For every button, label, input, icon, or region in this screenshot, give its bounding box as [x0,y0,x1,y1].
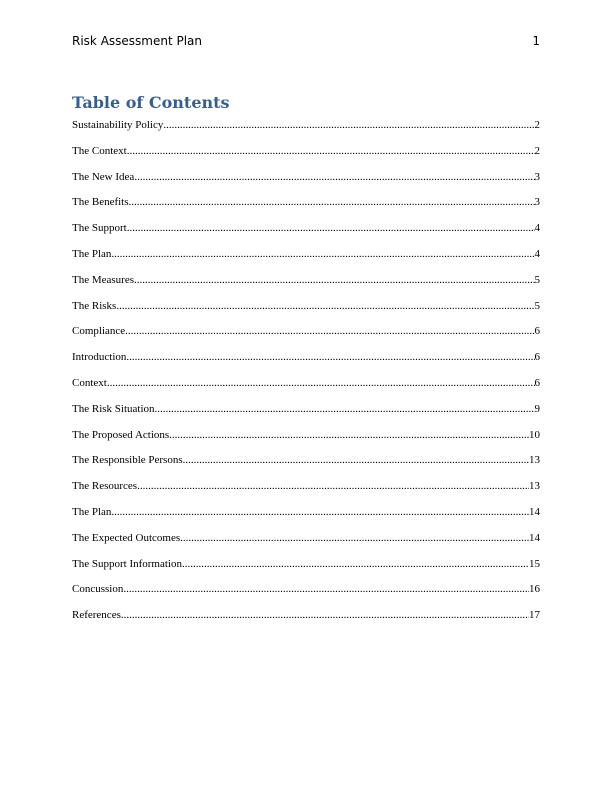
toc-entry[interactable] [72,274,540,300]
toc-entry-title: The Risks [72,299,117,312]
toc-entry[interactable] [72,351,540,377]
toc-dot-leader [180,532,529,544]
toc-dot-leader [111,248,534,260]
toc-dot-leader [163,119,534,131]
toc-entry-page-number: 14 [529,505,540,518]
toc-entry[interactable] [72,145,540,171]
toc-entry[interactable] [72,377,540,403]
toc-entry[interactable] [72,222,540,248]
toc-entry-page-number: 15 [529,557,540,570]
toc-entry-title: The Resources [72,480,138,493]
toc-entry-page-number: 3 [534,196,540,209]
toc-entry[interactable] [72,609,540,635]
toc-entry-title: Sustainability Policy [72,119,164,131]
toc-entry[interactable] [72,429,540,455]
toc-dot-leader [134,171,534,183]
toc-entry-page-number: 5 [534,273,540,286]
toc-entry[interactable] [72,119,540,145]
toc-dot-leader [127,145,535,157]
toc-entry[interactable] [72,325,540,351]
toc-entry-page-number: 17 [529,609,540,622]
toc-entry-title: The Risk Situation [72,402,155,415]
toc-entry-page-number: 9 [534,402,540,415]
toc-entry[interactable] [72,558,540,584]
toc-entry-page-number: 6 [534,351,540,364]
toc-dot-leader [137,480,529,492]
toc-entry-page-number: 6 [534,325,540,338]
toc-dot-leader [169,429,529,441]
toc-dot-leader [121,609,529,621]
header-title: Risk Assessment Plan [72,34,203,48]
toc-dot-leader [127,222,535,234]
toc-list [72,119,540,635]
toc-entry-title: The Support [72,222,127,235]
toc-entry-page-number: 13 [529,480,540,493]
header-page-number: 1 [532,34,540,48]
toc-entry-title: The Context [72,144,127,157]
toc-entry-page-number: 2 [534,119,540,131]
toc-entry-page-number: 10 [529,428,540,441]
toc-entry-title: References [72,609,121,622]
toc-dot-leader [111,506,529,518]
toc-entry-page-number: 14 [529,531,540,544]
toc-entry[interactable] [72,300,540,326]
toc-dot-leader [126,351,534,363]
toc-entry[interactable] [72,248,540,274]
toc-entry-page-number: 3 [534,170,540,183]
toc-heading: Table of Contents [72,93,230,112]
toc-entry-page-number: 4 [534,222,540,235]
toc-entry-title: The Responsible Persons [72,454,183,467]
toc-entry[interactable] [72,403,540,429]
toc-dot-leader [116,300,534,312]
toc-entry[interactable] [72,480,540,506]
toc-entry[interactable] [72,196,540,222]
toc-dot-leader [182,558,529,570]
toc-entry[interactable] [72,171,540,197]
toc-entry-title: Context [72,376,107,389]
toc-entry-page-number: 2 [534,144,540,157]
toc-entry-page-number: 6 [534,376,540,389]
toc-dot-leader [183,454,529,466]
toc-dot-leader [107,377,535,389]
toc-entry-page-number: 16 [529,583,540,596]
toc-entry-page-number: 5 [534,299,540,312]
toc-entry[interactable] [72,532,540,558]
toc-entry[interactable] [72,506,540,532]
toc-entry-title: The Plan [72,505,112,518]
toc-entry[interactable] [72,454,540,480]
toc-dot-leader [134,274,534,286]
toc-dot-leader [155,403,535,415]
toc-entry-title: The New Idea [72,170,135,183]
toc-entry-title: Introduction [72,351,127,364]
toc-dot-leader [123,583,529,595]
toc-entry-title: Concussion [72,583,124,596]
toc-entry[interactable] [72,583,540,609]
page-header [72,34,540,50]
toc-entry-title: The Expected Outcomes [72,531,181,544]
toc-entry-page-number: 4 [534,247,540,260]
toc-dot-leader [129,196,535,208]
toc-dot-leader [125,325,534,337]
toc-entry-page-number: 13 [529,454,540,467]
toc-entry-title: The Benefits [72,196,129,209]
toc-entry-title: Compliance [72,325,126,338]
toc-entry-title: The Measures [72,273,135,286]
toc-entry-title: The Proposed Actions [72,428,170,441]
toc-entry-title: The Support Information [72,557,182,570]
toc-entry-title: The Plan [72,247,112,260]
